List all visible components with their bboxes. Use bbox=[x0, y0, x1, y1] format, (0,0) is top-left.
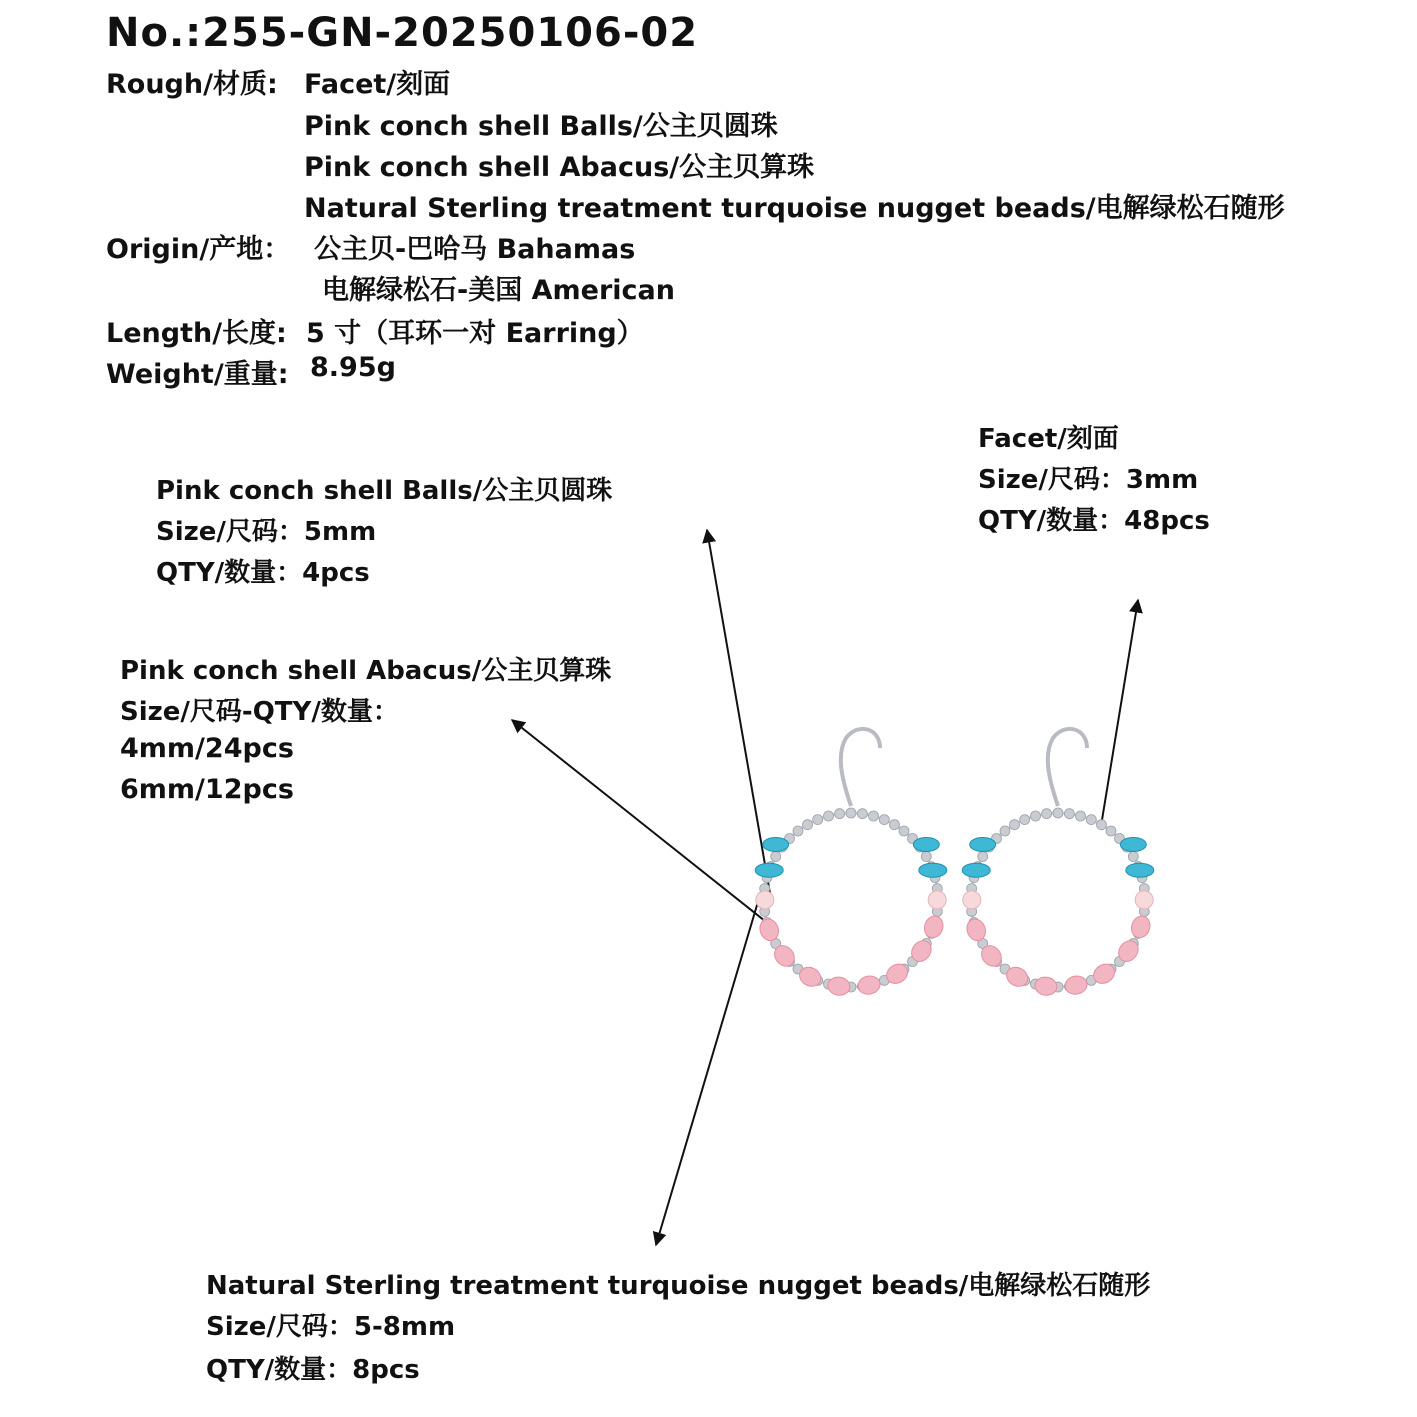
turquoise-callout-size: Size/尺码：5-8mm bbox=[206, 1312, 456, 1342]
turquoise-nugget bbox=[970, 838, 996, 852]
facet-callout-title: Facet/刻面 bbox=[978, 424, 1119, 454]
facet-bead bbox=[1000, 826, 1010, 836]
facet-bead bbox=[793, 826, 803, 836]
abacus-bead bbox=[827, 976, 851, 997]
balls-callout-size: Size/尺码：5mm bbox=[156, 517, 377, 547]
turquoise-callout-title: Natural Sterling treatment turquoise nugget beads/电解绿松石随形 bbox=[206, 1271, 1151, 1301]
turquoise-arrow bbox=[656, 895, 760, 1245]
facet-bead bbox=[857, 809, 867, 819]
facet-bead bbox=[813, 815, 823, 825]
weight-label: Weight/重量: bbox=[106, 359, 289, 390]
abacus-callout-row-6mm: 6mm/12pcs bbox=[120, 774, 294, 805]
product-number: No.:255-GN-20250106-02 bbox=[106, 10, 699, 56]
facet-bead bbox=[921, 852, 931, 862]
facet-bead bbox=[846, 808, 856, 818]
facet-bead bbox=[1010, 820, 1020, 830]
weight-value: 8.95g bbox=[310, 352, 396, 383]
abacus-bead bbox=[922, 914, 946, 940]
facet-bead bbox=[771, 852, 781, 862]
rough-value-turquoise: Natural Sterling treatment turquoise nugget beads/电解绿松石随形 bbox=[304, 193, 1285, 224]
pink-ball-bead bbox=[756, 891, 774, 909]
pink-ball-bead bbox=[928, 891, 946, 909]
facet-bead bbox=[1097, 820, 1107, 830]
rough-value-facet: Facet/刻面 bbox=[304, 69, 451, 100]
pink-ball-bead bbox=[1135, 891, 1153, 909]
turquoise-nugget bbox=[1126, 863, 1154, 877]
facet-bead bbox=[835, 809, 845, 819]
origin-label: Origin/产地： bbox=[106, 234, 291, 265]
right-hoop bbox=[962, 808, 1154, 997]
facet-bead bbox=[1053, 808, 1063, 818]
facet-bead bbox=[978, 852, 988, 862]
origin-value-shell: 公主贝-巴哈马 Bahamas bbox=[314, 234, 636, 265]
facet-bead bbox=[1106, 826, 1116, 836]
abacus-arrow bbox=[512, 720, 770, 925]
facet-bead bbox=[890, 820, 900, 830]
facet-bead bbox=[899, 826, 909, 836]
turquoise-nugget bbox=[962, 863, 990, 877]
abacus-callout-size-qty: Size/尺码-QTY/数量： bbox=[120, 697, 399, 727]
facet-arrow bbox=[1102, 600, 1138, 820]
facet-bead bbox=[824, 811, 834, 821]
balls-arrow bbox=[707, 530, 772, 905]
facet-bead bbox=[1042, 809, 1052, 819]
facet-bead bbox=[1020, 815, 1030, 825]
rough-value-abacus: Pink conch shell Abacus/公主贝算珠 bbox=[304, 152, 815, 183]
origin-value-turquoise: 电解绿松石-美国 American bbox=[322, 275, 675, 306]
left-ear-hook bbox=[841, 729, 880, 806]
abacus-bead bbox=[856, 974, 881, 996]
abacus-bead bbox=[1063, 974, 1088, 996]
facet-bead bbox=[1086, 815, 1096, 825]
turquoise-nugget bbox=[755, 863, 783, 877]
abacus-callout-row-4mm: 4mm/24pcs bbox=[120, 733, 294, 764]
turquoise-nugget bbox=[763, 838, 789, 852]
facet-callout-size: Size/尺码：3mm bbox=[978, 465, 1199, 495]
length-value: 5 寸（耳环一对 Earring） bbox=[306, 318, 644, 349]
length-label: Length/长度: bbox=[106, 318, 287, 349]
turquoise-nugget bbox=[913, 838, 939, 852]
facet-bead bbox=[869, 811, 879, 821]
facet-bead bbox=[803, 820, 813, 830]
facet-bead bbox=[1031, 811, 1041, 821]
left-hoop bbox=[755, 808, 947, 997]
abacus-callout-title: Pink conch shell Abacus/公主贝算珠 bbox=[120, 656, 612, 686]
abacus-bead bbox=[1129, 914, 1153, 940]
facet-bead bbox=[879, 815, 889, 825]
turquoise-nugget bbox=[1120, 838, 1146, 852]
balls-callout-qty: QTY/数量：4pcs bbox=[156, 558, 370, 588]
balls-callout-title: Pink conch shell Balls/公主贝圆珠 bbox=[156, 476, 613, 506]
pink-ball-bead bbox=[963, 891, 981, 909]
facet-bead bbox=[1064, 809, 1074, 819]
rough-label: Rough/材质: bbox=[106, 69, 278, 100]
turquoise-nugget bbox=[919, 863, 947, 877]
turquoise-callout-qty: QTY/数量：8pcs bbox=[206, 1355, 420, 1385]
facet-callout-qty: QTY/数量：48pcs bbox=[978, 506, 1210, 536]
abacus-bead bbox=[1034, 976, 1058, 997]
facet-bead bbox=[1128, 852, 1138, 862]
right-ear-hook bbox=[1048, 729, 1087, 806]
rough-value-balls: Pink conch shell Balls/公主贝圆珠 bbox=[304, 111, 778, 142]
facet-bead bbox=[1076, 811, 1086, 821]
